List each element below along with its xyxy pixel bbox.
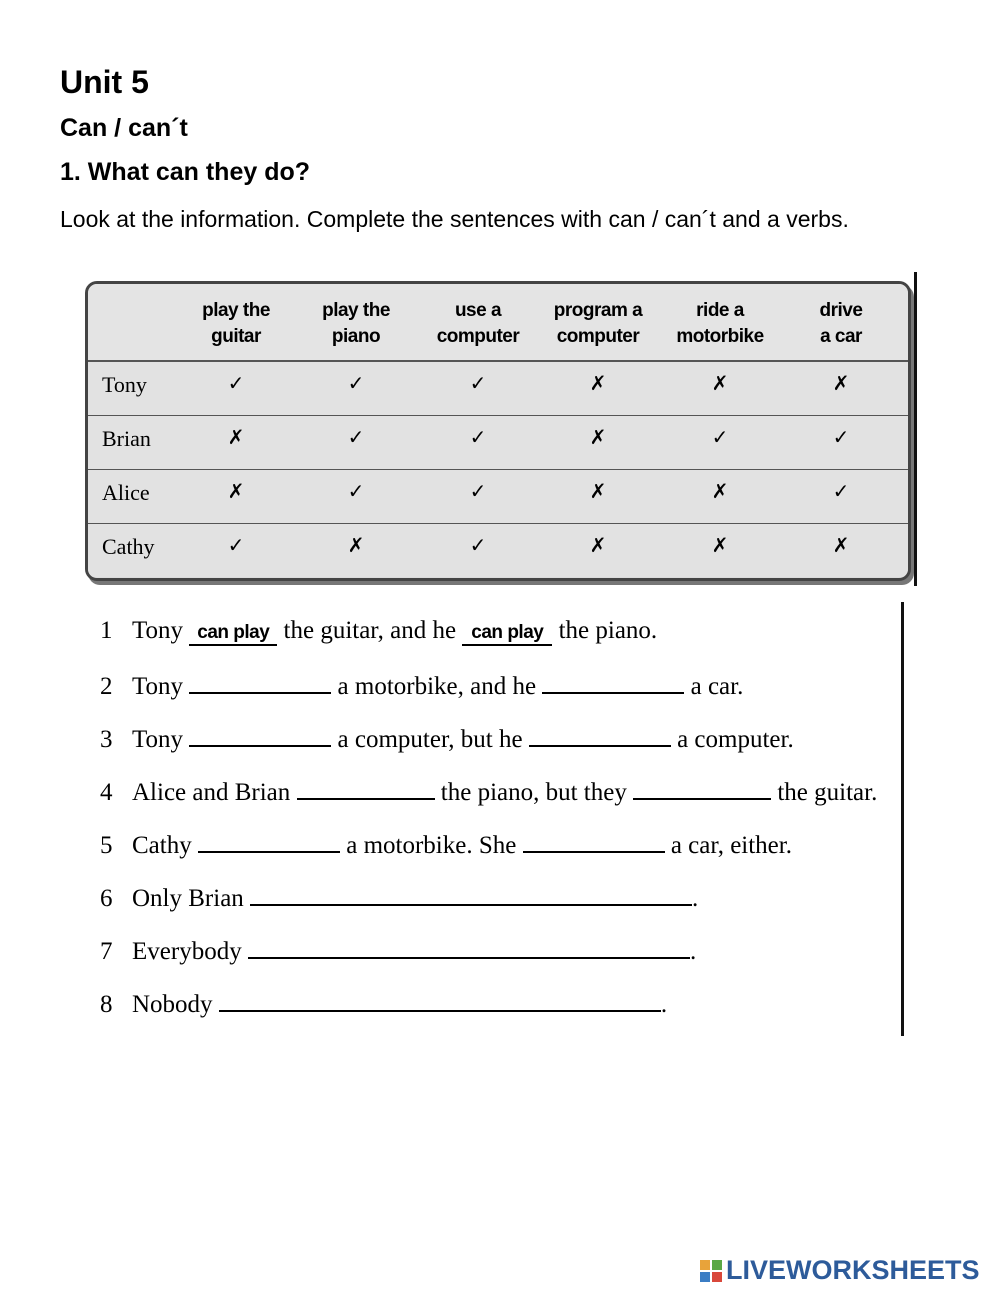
answer-blank[interactable]	[523, 829, 665, 853]
ability-mark: ✗	[589, 371, 607, 395]
ability-mark: ✗	[711, 533, 729, 557]
sentences-edge-line	[901, 602, 904, 1036]
ability-mark: ✗	[227, 479, 245, 503]
answer-blank[interactable]	[297, 776, 435, 800]
sentence-7	[100, 935, 696, 966]
ability-mark: ✗	[589, 533, 607, 557]
ability-mark: ✓	[469, 533, 487, 557]
column-header: ride a motorbike	[676, 300, 764, 347]
sentence-text: Only Brian	[132, 885, 244, 912]
column-header: play the guitar	[202, 300, 270, 347]
sentence-text: Alice and Brian	[132, 779, 291, 806]
sentence-end: .	[689, 938, 697, 965]
table-row	[88, 362, 908, 417]
row-name: Cathy	[102, 534, 155, 559]
table-edge-line	[914, 272, 917, 586]
sentence-6	[100, 882, 698, 913]
sentence-end: .	[692, 885, 699, 912]
sentence-number: 1	[100, 617, 113, 644]
table-row	[88, 470, 908, 525]
unit-title: Unit 5	[60, 64, 149, 100]
answer-blank[interactable]	[198, 829, 340, 853]
sentence-number: 3	[100, 726, 113, 753]
ability-mark: ✗	[227, 425, 245, 449]
sentence-text: Tony	[132, 673, 184, 700]
answer-blank[interactable]	[219, 988, 661, 1012]
table-row	[88, 416, 908, 471]
sentence-8	[100, 988, 667, 1019]
answer-blank[interactable]	[529, 723, 671, 747]
sentence-text: a car.	[690, 673, 744, 700]
sentence-number: 2	[100, 673, 113, 700]
ability-mark: ✓	[711, 425, 729, 449]
ability-mark: ✓	[227, 371, 245, 395]
sentence-3	[100, 723, 794, 754]
answer-blank[interactable]	[189, 670, 331, 694]
sentence-number: 8	[100, 991, 113, 1018]
sentence-number: 5	[100, 832, 113, 859]
example-answer: can play	[189, 622, 277, 646]
ability-mark: ✗	[832, 533, 850, 557]
ability-mark: ✗	[589, 425, 607, 449]
table-header-row	[88, 284, 908, 362]
abilities-table	[85, 281, 911, 581]
answer-blank[interactable]	[542, 670, 684, 694]
sentence-text: Tony	[132, 617, 184, 644]
sentence-number: 4	[100, 779, 113, 806]
ability-mark: ✓	[832, 425, 850, 449]
ability-mark: ✗	[347, 533, 365, 557]
ability-mark: ✗	[711, 479, 729, 503]
liveworksheets-logo	[700, 1255, 980, 1286]
instructions: Look at the information. Complete the sentences with can / can´t and a verbs.	[60, 206, 849, 232]
sentence-text: the piano, but they	[440, 779, 627, 806]
sentence-text: the piano.	[558, 617, 658, 644]
row-name: Brian	[102, 426, 151, 451]
answer-blank[interactable]	[189, 723, 331, 747]
column-header: play the piano	[322, 300, 390, 347]
sentence-text: a computer.	[677, 726, 794, 753]
brand-name: LIVEWORKSHEETS	[726, 1255, 980, 1285]
column-header: use a computer	[436, 300, 520, 347]
ability-mark: ✓	[469, 479, 487, 503]
ability-mark: ✗	[589, 479, 607, 503]
sentence-text: Tony	[132, 726, 184, 753]
sentence-text: Everybody	[132, 938, 242, 965]
sentence-text: the guitar, and he	[283, 617, 457, 644]
sentence-text: a car, either.	[670, 832, 792, 859]
sentence-text: Cathy	[132, 832, 192, 859]
ability-mark: ✓	[347, 371, 365, 395]
column-header: drive a car	[819, 300, 863, 347]
ability-mark: ✓	[832, 479, 850, 503]
liveworksheets-icon	[700, 1260, 722, 1282]
exercise-title: 1. What can they do?	[60, 158, 311, 186]
ability-mark: ✓	[469, 425, 487, 449]
row-name: Alice	[102, 480, 150, 505]
sentence-text: Nobody	[132, 991, 213, 1018]
table-row	[88, 524, 908, 577]
answer-blank[interactable]	[250, 882, 692, 906]
column-header: program a computer	[553, 300, 643, 347]
answer-blank[interactable]	[633, 776, 771, 800]
sentence-5	[100, 829, 792, 860]
ability-mark: ✓	[227, 533, 245, 557]
ability-mark: ✗	[711, 371, 729, 395]
sentence-text: a motorbike, and he	[337, 673, 537, 700]
ability-mark: ✓	[347, 425, 365, 449]
sentence-4	[100, 776, 877, 807]
sentence-end: .	[660, 991, 668, 1018]
sentence-text: a motorbike. She	[346, 832, 517, 859]
topic-title: Can / can´t	[60, 114, 188, 142]
sentence-number: 7	[100, 938, 113, 965]
ability-mark: ✓	[347, 479, 365, 503]
answer-blank[interactable]	[248, 935, 690, 959]
ability-mark: ✗	[832, 371, 850, 395]
sentence-text: the guitar.	[777, 779, 878, 806]
ability-mark: ✓	[469, 371, 487, 395]
sentence-2	[100, 670, 743, 701]
sentence-1	[100, 617, 657, 646]
row-name: Tony	[102, 372, 147, 397]
example-answer: can play	[462, 622, 552, 646]
sentence-number: 6	[100, 885, 113, 912]
sentence-text: a computer, but he	[337, 726, 523, 753]
